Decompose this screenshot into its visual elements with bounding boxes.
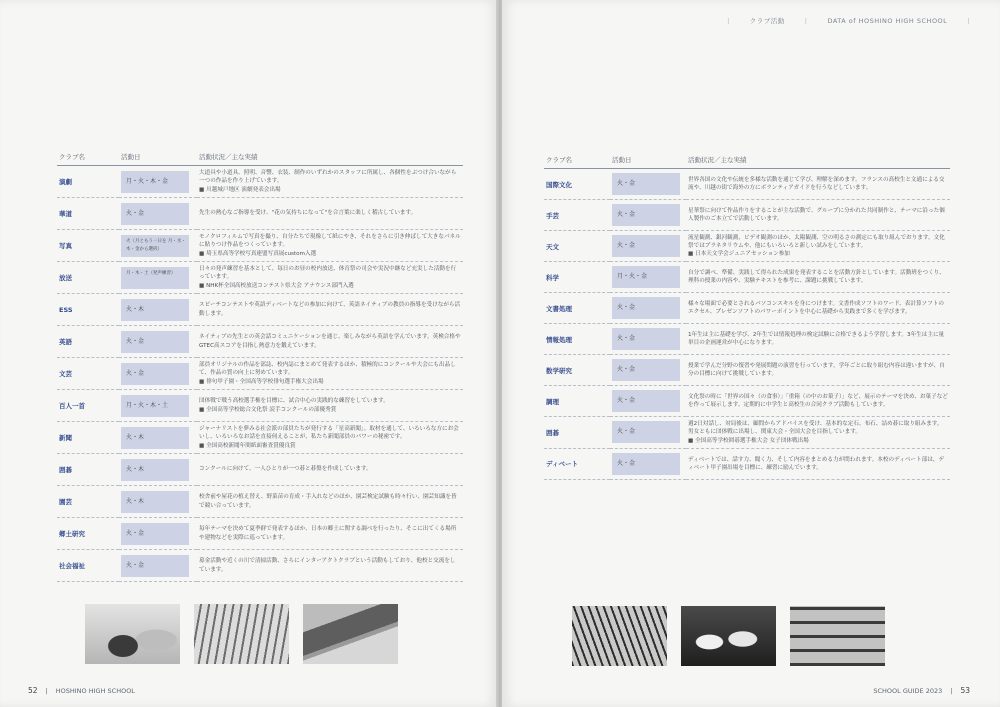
koto-photo <box>303 604 398 664</box>
activity-days: 火・金 <box>612 235 680 257</box>
club-name: 科学 <box>544 262 610 293</box>
activity-description: 自分で調べ、準備、実践して得られた成果を発表することを活動方針としています。活動班をつくり、理科の授業の内容や、実験テキストを参考に、課題に挑戦しています。 <box>688 270 945 285</box>
activity-description: 校舎前や屋花の植え替え、野菜苗の育成・手入れなどのほか、園芸検定試験も時々行い、園芸知識を皆で競い合っています。 <box>199 494 457 509</box>
club-row <box>544 355 950 386</box>
activity-days-cell <box>610 448 686 479</box>
club-name: 国際文化 <box>544 169 610 200</box>
activity-description-cell <box>197 454 463 486</box>
club-row <box>57 166 463 198</box>
section-title: クラブ活動 <box>749 17 785 25</box>
right-photo-strip <box>572 606 885 666</box>
activity-days-cell <box>610 293 686 324</box>
activity-description-cell <box>197 294 463 326</box>
club-row <box>544 386 950 417</box>
activity-days: 火・金 <box>612 297 680 319</box>
activity-days-cell <box>610 386 686 417</box>
activity-description: 文化祭の時に「世界の国々（の食事）」「重箱（の中のお菓子）」など、展示のテーマを決め、お菓子などを作って展示します。定期的に中学生と高校生の合同クラブ活動もしています。 <box>688 394 948 409</box>
activity-days-cell <box>119 294 197 326</box>
activity-description-cell <box>197 198 463 230</box>
activity-days-cell <box>119 166 197 198</box>
right-club-rows <box>544 169 950 480</box>
col-days: 活動日 <box>610 155 686 169</box>
club-row <box>544 293 950 324</box>
activity-description: スピーチコンテストや英語ディベートなどの参加に向けて、英語ネイティブの教員の指導を受けながら活動します。 <box>199 302 461 317</box>
marimba-photo <box>194 604 289 664</box>
table-header <box>544 155 950 169</box>
activity-days-cell <box>610 200 686 231</box>
activity-description-cell <box>197 326 463 358</box>
activity-days: 月・木・土（発声練習） <box>121 267 189 289</box>
activity-days: 火・金 <box>612 204 680 226</box>
activity-days-cell <box>119 486 197 518</box>
col-name: クラブ名 <box>57 152 119 166</box>
club-name: 手芸 <box>544 200 610 231</box>
activity-description: 大道具や小道具、照明、音響、衣装、制作のいずれかのスタッフに所属し、各個性をぶつけ合いながら一つの作品を作り上げています。 <box>199 170 457 185</box>
activity-days: 火・金 <box>612 453 680 475</box>
club-row <box>57 230 463 262</box>
club-row <box>544 231 950 262</box>
achievement-note: ■ 川越城戸地区 演劇発表会出場 <box>199 186 461 194</box>
activity-description-cell <box>197 262 463 294</box>
right-club-table <box>544 155 950 480</box>
club-name: 写真 <box>57 230 119 262</box>
col-days: 活動日 <box>119 152 197 166</box>
club-name: 英語 <box>57 326 119 358</box>
activity-description-cell <box>686 293 950 324</box>
divider: | <box>45 686 48 695</box>
activity-days: 火・木 <box>121 299 189 321</box>
activity-days: 火・木 <box>121 427 189 449</box>
activity-description: 団体戦で戦う高校選手権を目標に、試合中心の実践的な練習をしています。 <box>199 398 389 405</box>
activity-days-cell <box>119 518 197 550</box>
activity-description: 授業で学んだ分野の復習や発展問題の演習を行っています。学年ごとに取り組む内容は違いますが、自分の目標に向けて挑戦しています。 <box>688 363 945 378</box>
activity-description-cell <box>686 169 950 200</box>
activity-description: 部員オリジナルの作品を部誌、校内誌にまとめて発表するほか、積極的にコンクールや大会にも出品して、作品の質の向上に努めています。 <box>199 362 456 377</box>
activity-days-cell <box>119 230 197 262</box>
activity-description: ネイティブの先生との英会話コミュニケーションを通じ、楽しみながら英語を学んでいます。英検合格やGTEC高スコアを目指し熱意力を鍛えています。 <box>199 334 461 349</box>
activity-days-cell <box>610 231 686 262</box>
activity-days: 火（月ともう一日を 月・水・木・金から選択） <box>121 235 189 257</box>
club-name: 放送 <box>57 262 119 294</box>
left-footer-label: HOSHINO HIGH SCHOOL <box>55 686 135 695</box>
activity-days-cell <box>610 262 686 293</box>
club-row <box>57 486 463 518</box>
club-name: 文書処理 <box>544 293 610 324</box>
club-row <box>57 390 463 422</box>
activity-days-cell <box>610 324 686 355</box>
achievement-note: ■ NHK杯全国高校放送コンテスト県大会 アナウンス部門入選 <box>199 282 461 290</box>
activity-days: 火・木 <box>121 459 189 481</box>
activity-days: 火・木 <box>121 491 189 513</box>
activity-description-cell <box>686 200 950 231</box>
club-name: 情報処理 <box>544 324 610 355</box>
club-row <box>544 448 950 479</box>
activity-days-cell <box>610 169 686 200</box>
activity-description-cell <box>197 166 463 198</box>
activity-description: 星華祭に向けて作品作りをすることが主な活動で、グループに分かれた共同制作と、テーマに沿った個人製作のご本立てで活動しています。 <box>688 207 945 222</box>
right-footer <box>873 686 970 695</box>
activity-description-cell <box>197 486 463 518</box>
club-name: 華道 <box>57 198 119 230</box>
activity-days-cell <box>119 550 197 582</box>
club-row <box>57 326 463 358</box>
club-row <box>544 262 950 293</box>
activity-description: 様々な場面で必要とされるパソコンスキルを身につけます。文書作成ソフトのワード、表計算ソフトのエクセル、プレゼンソフトのパワーポイントを中心に基礎から実践まで多くを学びます。 <box>688 301 944 316</box>
club-name: 調理 <box>544 386 610 417</box>
club-row <box>57 198 463 230</box>
achievement-note: ■ 日本天文学会ジュニアセッション参加 <box>688 250 948 258</box>
activity-days-cell <box>119 262 197 294</box>
activity-days: 火・金 <box>612 390 680 412</box>
club-name: 百人一首 <box>57 390 119 422</box>
club-row <box>544 200 950 231</box>
divider: | <box>950 686 953 695</box>
club-row <box>57 550 463 582</box>
activity-description-cell <box>197 422 463 454</box>
club-name: 天文 <box>544 231 610 262</box>
pencils-photo <box>572 606 667 666</box>
activity-description: 流星観測、銀河観測、ビデオ観測のほか、太陽観測、空の明るさの測定にも取り組んでおります。文化祭ではプラネタリウムや、他にもいろいろと新しい試みをしています。 <box>688 235 945 250</box>
activity-days: 月・火・金 <box>612 266 680 288</box>
activity-description-cell <box>197 518 463 550</box>
activity-days-cell <box>610 355 686 386</box>
school-data-label: DATA of HOSHINO HIGH SCHOOL <box>827 16 948 25</box>
activity-description-cell <box>686 448 950 479</box>
right-page-number: 53 <box>960 686 970 695</box>
club-name: 園芸 <box>57 486 119 518</box>
achievement-note: ■ 全国高等学校囲碁選手権大会 女子団体戦出場 <box>688 437 948 445</box>
club-row <box>57 262 463 294</box>
activity-description-cell <box>197 550 463 582</box>
activity-days: 火・金 <box>612 359 680 381</box>
activity-description: ディベートでは、話す力、聞く力、そして内容をまとめる力が問われます。本校のディベート部は、ディベート甲子園出場を目標に、練習に励んでいます。 <box>688 456 944 471</box>
club-name: ディベート <box>544 448 610 479</box>
club-name: 郷土研究 <box>57 518 119 550</box>
activity-days-cell <box>119 326 197 358</box>
activity-description: 世界各国の文化や伝統を多様な活動を通じて学び、理解を深めます。フランスの高校生と文通による交流や、川越の街で海外の方にボランティアガイドを行うなどしています。 <box>688 176 945 191</box>
left-footer <box>28 686 135 695</box>
club-row <box>57 518 463 550</box>
activity-description: 先生の熱心なご指導を受け、"花の気持ちになって"を合言葉に楽しく稽古しています。 <box>199 210 417 217</box>
left-club-table <box>57 152 463 582</box>
achievement-note: ■ 俳句甲子園・全国高等学校俳句選手権大会出場 <box>199 378 461 386</box>
activity-description-cell <box>686 324 950 355</box>
club-name: 文芸 <box>57 358 119 390</box>
achievement-note: ■ 全国高等学校総合文化祭 読手コンクールの部優秀賞 <box>199 406 461 414</box>
activity-days-cell <box>610 417 686 448</box>
activity-description: モノクロフィルムで写真を撮り、自分たちで現像して紙にやき、それをさらに引き伸ばして大きなパネルに貼りつけ作品をつくっています。 <box>199 234 461 249</box>
club-row <box>57 294 463 326</box>
achievement-note: ■ 埼玉県高等学校写真連盟写真展custom入選 <box>199 250 461 258</box>
activity-description: 募金活動や近くの川で清掃活動、さらにインターアクトクラブという活動もしており、他校と交流をしています。 <box>199 558 456 573</box>
activity-description: 1年生は主に基礎を学び、2年生では情報処理の検定試験に合格できるよう学習します。3年生は主に量単目の企画運営が中心になります。 <box>688 332 945 347</box>
activity-description: 週2日対話し、対局後は、顧問からアドバイスを受け、基本的な定石、布石、詰め碁に取り組みます。男女ともに団体戦に出場し、関東大会・全国大会を目指しています。 <box>688 421 943 436</box>
activity-days: 火・金 <box>121 363 189 385</box>
club-name: 社会福祉 <box>57 550 119 582</box>
running-header: | クラブ活動 | DATA of HOSHINO HIGH SCHOOL | <box>727 16 970 25</box>
club-row <box>544 324 950 355</box>
activity-days: 火・金 <box>121 203 189 225</box>
activity-description: 毎年テーマを決めて夏季群で発表するほか、日本の郷土に関する調べを行ったり、そこに出てくる場所や建物などを実際に巡っています。 <box>199 526 457 541</box>
activity-days: 火・金 <box>612 421 680 443</box>
left-page <box>0 0 498 707</box>
club-name: ESS <box>57 294 119 326</box>
activity-description: 日々の発声練習を基本として、毎日のお昼の校内放送、体育祭の司会や実況中継など充実した活動を行っています。 <box>199 266 457 281</box>
club-name: 演劇 <box>57 166 119 198</box>
club-name: 囲碁 <box>57 454 119 486</box>
activity-days-cell <box>119 454 197 486</box>
right-page <box>502 0 1000 707</box>
left-photo-strip <box>85 604 398 664</box>
col-desc: 活動状況／主な実績 <box>686 155 950 169</box>
right-footer-label: SCHOOL GUIDE 2023 <box>873 686 943 695</box>
left-page-number: 52 <box>28 686 38 695</box>
club-row <box>57 358 463 390</box>
classroom-photo <box>790 606 885 666</box>
activity-days: 火・金 <box>612 328 680 350</box>
activity-days-cell <box>119 422 197 454</box>
col-desc: 活動状況／主な実績 <box>197 152 463 166</box>
activity-days: 月・火・木・金 <box>121 171 189 193</box>
club-row <box>544 417 950 448</box>
activity-description: ジャーナリストを夢みる社会派の部員たちが発行する「星高新聞」。取材を通して、いろいろな方にお会いし、いろいろなお話を直接伺えることが、私たち新聞部員のパワーの秘密です。 <box>199 426 459 441</box>
activity-description: コンクールに向けて、一人ひとりが一つ碁と碁盤を作成しています。 <box>199 466 372 473</box>
activity-description-cell <box>686 386 950 417</box>
activity-days: 火・金 <box>121 523 189 545</box>
club-row <box>57 454 463 486</box>
tea-ceremony-photo <box>85 604 180 664</box>
activity-days-cell <box>119 358 197 390</box>
lab-glassware-photo <box>681 606 776 666</box>
activity-days-cell <box>119 198 197 230</box>
activity-days-cell <box>119 390 197 422</box>
activity-days: 火・金 <box>121 555 189 577</box>
activity-days: 火・金 <box>121 331 189 353</box>
activity-description-cell <box>686 355 950 386</box>
club-name: 数学研究 <box>544 355 610 386</box>
activity-description-cell <box>197 358 463 390</box>
left-club-rows <box>57 166 463 582</box>
activity-days: 火・金 <box>612 173 680 195</box>
activity-days: 月・火・木・土 <box>121 395 189 417</box>
table-header <box>57 152 463 166</box>
achievement-note: ■ 全国高校新聞年間紙面審査賞優良賞 <box>199 442 461 450</box>
club-name: 新聞 <box>57 422 119 454</box>
club-name: 囲碁 <box>544 417 610 448</box>
activity-description-cell <box>686 417 950 448</box>
club-row <box>544 169 950 200</box>
activity-description-cell <box>197 230 463 262</box>
activity-description-cell <box>686 231 950 262</box>
activity-description-cell <box>197 390 463 422</box>
col-name: クラブ名 <box>544 155 610 169</box>
activity-description-cell <box>686 262 950 293</box>
club-row <box>57 422 463 454</box>
